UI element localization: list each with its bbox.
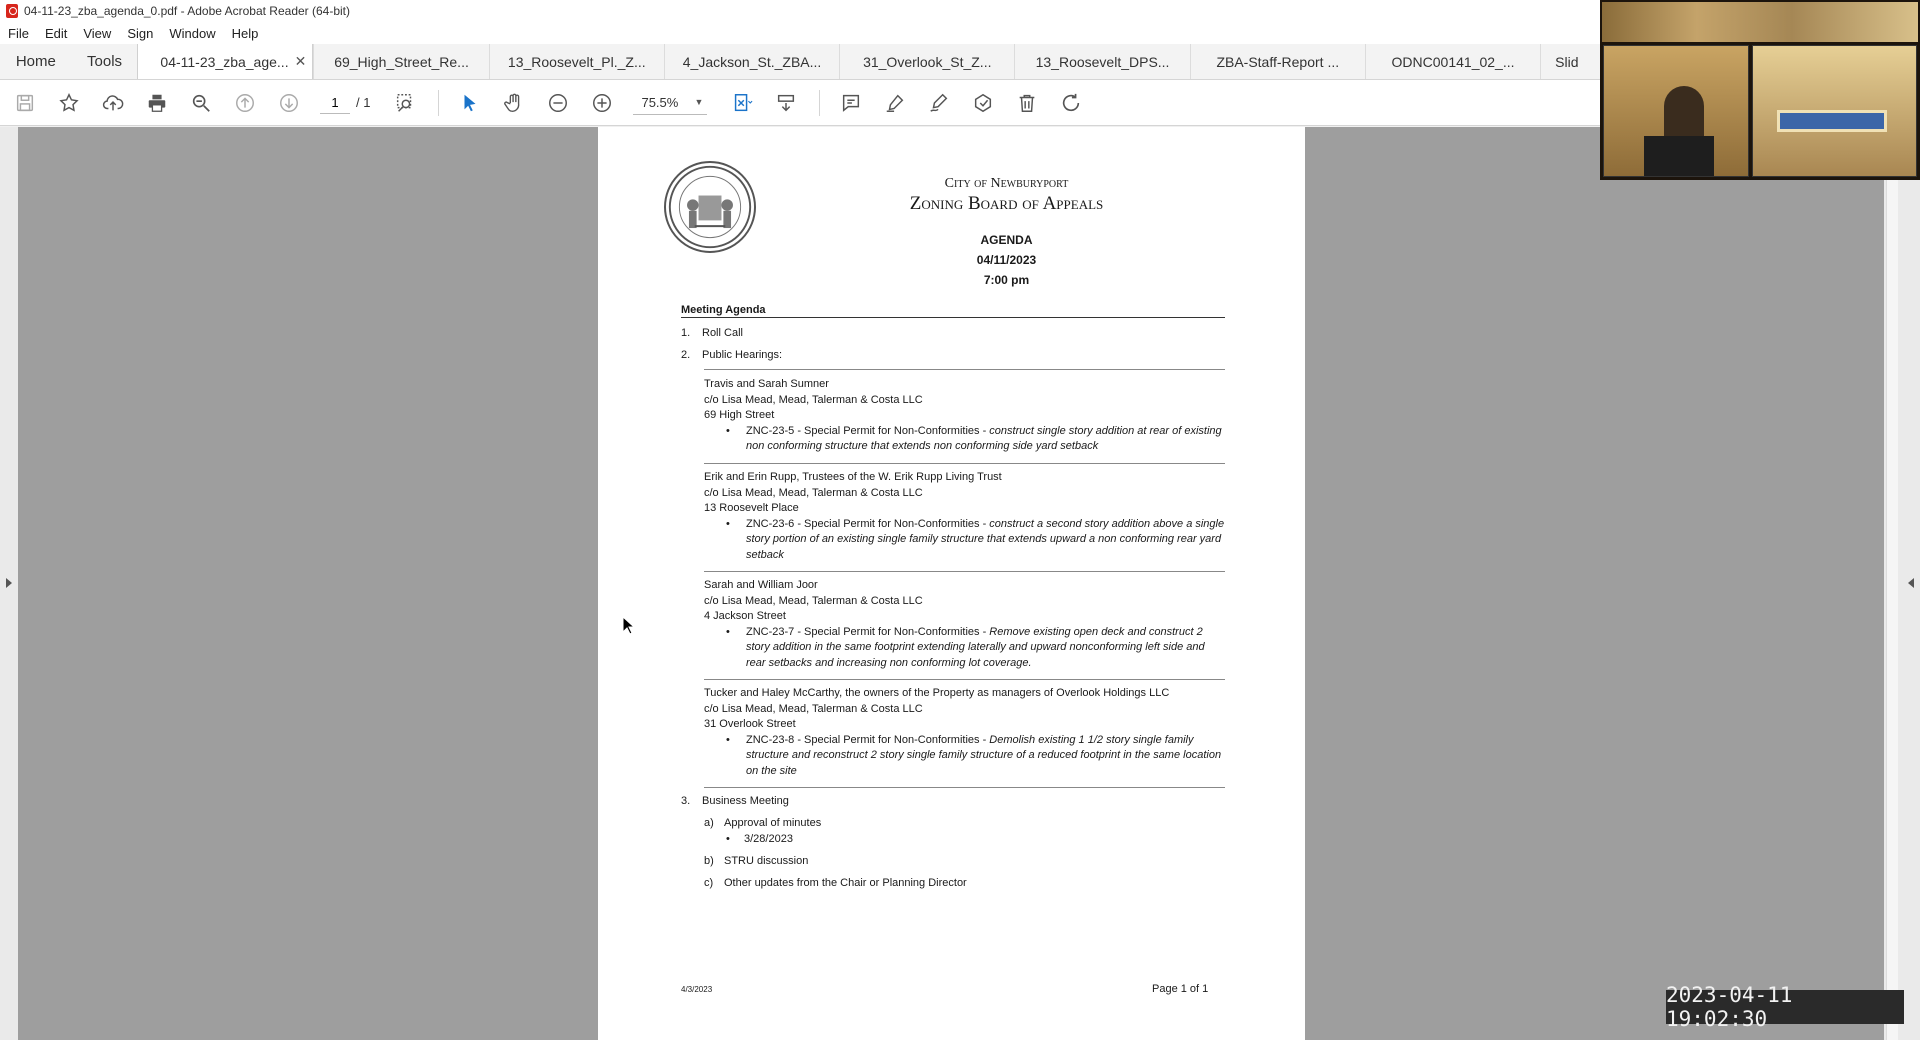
vertical-scrollbar[interactable] [1886,127,1898,1040]
close-icon[interactable]: ✕ [294,53,307,69]
prev-page-icon[interactable] [232,90,258,116]
doc-tab-label: 04-11-23_zba_age... [160,53,289,70]
section-title: Meeting Agenda [681,304,1225,318]
applicant: Travis and Sarah Sumner [704,378,829,390]
select-arrow-icon[interactable] [457,90,483,116]
doc-tab[interactable]: 13_Roosevelt_Pl._Z... [489,44,664,79]
window-title: 04-11-23_zba_agenda_0.pdf - Adobe Acrobat Reader (64-bit) [24,4,351,18]
toolbar-divider [819,90,820,116]
doc-tab[interactable]: ODNC00141_02_... [1365,44,1540,79]
menu-help[interactable]: Help [231,25,259,41]
minutes-date: • 3/28/2023 [726,833,793,845]
next-page-icon[interactable] [276,90,302,116]
star-icon[interactable] [56,90,82,116]
zoom-in-icon[interactable] [589,90,615,116]
video-timestamp: 2023-04-11 19:02:30 [1666,990,1904,1024]
case-description: • ZNC-23-6 - Special Permit for Non-Conformities - construct a second story addition above a single story portion of an existing single family structure that extends upward a non conforming rear yard setback [704,517,1225,564]
total-pages: / 1 [356,95,371,110]
applicant: Sarah and William Joor [704,579,818,591]
menu-edit[interactable]: Edit [44,25,68,41]
menu-bar [0,22,1600,44]
right-panel-strip[interactable] [1884,127,1920,1040]
case-description: • ZNC-23-7 - Special Permit for Non-Conformities - Remove existing open deck and construct 2 story addition in the same footprint extending laterally and upward nonconforming left side and rear setbacks and increasing non conforming lot coverage. [704,625,1225,672]
sub-item-other-updates: c) Other updates from the Chair or Planning Director [704,877,967,889]
meeting-time: 7:00 pm [983,273,1030,287]
zoom-select[interactable] [633,91,707,115]
agenda-item-business-meeting: 3. Business Meeting [681,795,789,807]
tab-home[interactable]: Home [15,53,56,70]
board-name: Zoning Board of Appeals [909,193,1104,214]
hearing-case [704,686,1225,780]
attorney: c/o Lisa Mead, Mead, Talerman & Costa LLC [704,393,923,406]
applicant: Erik and Erin Rupp, Trustees of the W. Erik Rupp Living Trust [704,471,1002,483]
video-gallery-strip [1602,2,1918,42]
meeting-video-overlay [1600,0,1920,180]
print-icon[interactable] [144,90,170,116]
divider [704,571,1225,572]
room-window-figure [1777,110,1887,132]
divider [704,463,1225,464]
attorney: c/o Lisa Mead, Mead, Talerman & Costa LLC [704,702,923,715]
agenda-label: AGENDA [980,233,1033,247]
upload-cloud-icon[interactable] [100,90,126,116]
rotate-icon[interactable] [1058,90,1084,116]
hand-tool-icon[interactable] [501,90,527,116]
property-address: 4 Jackson Street [704,610,786,623]
footer-page-number: Page 1 of 1 [1152,983,1209,995]
attorney: c/o Lisa Mead, Mead, Talerman & Costa LLC [704,594,923,607]
trash-icon[interactable] [1014,90,1040,116]
property-address: 31 Overlook Street [704,718,796,731]
search-icon[interactable] [188,90,214,116]
save-icon[interactable] [12,90,38,116]
divider [704,787,1225,788]
comment-icon[interactable] [838,90,864,116]
property-address: 13 Roosevelt Place [704,502,799,515]
acrobat-icon [6,4,18,18]
fill-sign-icon[interactable] [970,90,996,116]
pdf-page [598,127,1305,1040]
doc-tab[interactable]: Slid [1540,44,1600,79]
doc-tab[interactable]: ZBA-Staff-Report ... [1190,44,1365,79]
page-navigator [320,92,376,114]
zoom-value: 75.5% [641,94,679,110]
hearing-case [704,377,1225,455]
video-feed-room [1752,45,1917,177]
page-number-input[interactable] [320,92,350,114]
doc-tab[interactable]: 13_Roosevelt_DPS... [1014,44,1189,79]
property-address: 69 High Street [704,409,775,422]
expand-right-panel-icon[interactable] [1908,578,1914,588]
case-description: • ZNC-23-8 - Special Permit for Non-Conformities - Demolish existing 1 1/2 story single family structure and reconstruct 2 story single family structure of a reduced footprint in the same location on the site [704,733,1225,780]
fit-page-icon[interactable] [729,90,755,116]
menu-file[interactable]: File [8,25,29,41]
highlight-pen-icon[interactable] [882,90,908,116]
case-description: • ZNC-23-5 - Special Permit for Non-Conformities - construct single story addition at rear of existing non conforming structure that extends non conforming side yard setback [704,424,1225,455]
menu-view[interactable]: View [83,25,112,41]
sub-item-minutes: a) Approval of minutes [704,817,822,829]
divider [704,369,1225,370]
doc-tab-active[interactable] [137,44,313,79]
laptop-figure [1644,136,1714,176]
footer-date: 4/3/2023 [681,985,713,994]
zoom-out-icon[interactable] [545,90,571,116]
draw-signature-icon[interactable] [926,90,952,116]
attorney: c/o Lisa Mead, Mead, Talerman & Costa LLC [704,486,923,499]
chevron-down-icon: ▼ [694,97,704,107]
doc-tab[interactable]: 69_High_Street_Re... [313,44,488,79]
hearing-case [704,578,1225,672]
find-text-icon[interactable] [392,90,418,116]
meeting-date: 04/11/2023 [976,253,1037,267]
expand-left-panel-icon[interactable] [6,578,12,588]
scroll-mode-icon[interactable] [773,90,799,116]
hearing-case [704,470,1225,564]
sub-item-stru: b) STRU discussion [704,855,809,867]
toolbar-divider [438,90,439,116]
tab-bar [0,44,1600,80]
toolbar [0,80,1600,126]
doc-tab[interactable]: 31_Overlook_St_Z... [839,44,1014,79]
video-feed-speaker [1603,45,1749,177]
divider [704,679,1225,680]
applicant: Tucker and Haley McCarthy, the owners of the Property as managers of Overlook Holdings LLC [704,687,1170,699]
menu-window[interactable]: Window [169,25,216,41]
agenda-item-roll-call: 1. Roll Call [681,327,743,339]
doc-tab[interactable]: 4_Jackson_St._ZBA... [664,44,839,79]
city-name: City of Newburyport [944,176,1069,191]
mouse-cursor-icon [622,616,636,636]
menu-sign[interactable]: Sign [127,25,154,41]
tab-tools[interactable]: Tools [87,53,123,70]
agenda-item-public-hearings: 2. Public Hearings: [681,349,783,361]
